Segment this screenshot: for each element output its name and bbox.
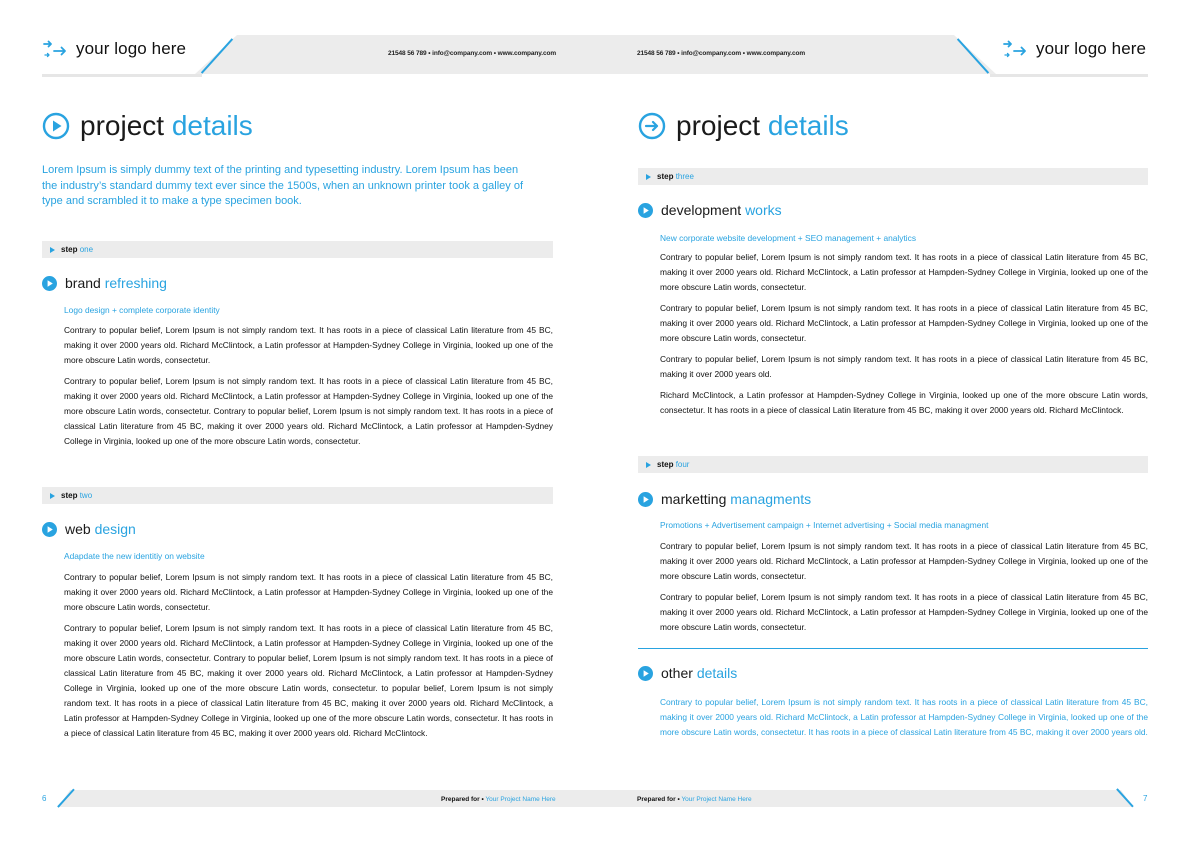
section-title-marketting-managments bbox=[638, 491, 811, 507]
step-number: two bbox=[79, 491, 93, 500]
section-subtitle: Promotions + Advertisement campaign + Internet advertising + Social media managment bbox=[660, 520, 989, 530]
logo-left bbox=[42, 38, 186, 60]
play-circle-filled-icon bbox=[638, 203, 653, 218]
section-subtitle: Adapdate the new identitiy on website bbox=[64, 551, 205, 561]
section-title-accent: design bbox=[94, 521, 136, 537]
paragraph: Contrary to popular belief, Lorem Ipsum is not simply random text. It has roots in a piece of classical Latin literature from 45 BC, making it over 2000 years old. Richard McClintock, a Latin professor at Hampden-Sydney College in Virginia, looked up one of the more obscure Latin words, consectetur. bbox=[660, 541, 1148, 581]
project-name: Your Project Name Here bbox=[681, 796, 752, 803]
section-subtitle: Logo design + complete corporate identity bbox=[64, 305, 220, 315]
paragraph: Contrary to popular belief, Lorem Ipsum is not simply random text. It has roots in a piece of classical Latin literature from 45 BC, making it over 2000 years old. Richard McClintock, a Latin professor at Hampden-Sydney College in Virginia, looked up one of the more obscure Latin words, consectetur. bbox=[64, 572, 553, 612]
paragraph: Richard McClintock, a Latin professor at Hampden-Sydney College in Virginia, looked up one of the more obscure Latin words, consectetur. It has roots in a piece of classical Latin literature from 45 BC, making it over 2000 years old. Richard McClintock. bbox=[660, 390, 1148, 415]
step-number: four bbox=[675, 460, 690, 469]
play-circle-icon bbox=[42, 112, 70, 140]
logo-text: your logo here bbox=[1036, 39, 1147, 58]
section-title-dark: web bbox=[65, 521, 91, 537]
paragraph: Contrary to popular belief, Lorem Ipsum is not simply random text. It has roots in a piece of classical Latin literature from 45 BC, making it over 2000 years old. Richard McClintock, a Latin professor at Hampden-Sydney College in Virginia, looked up one of the more obscure Latin words, consectetur. bbox=[660, 252, 1148, 292]
section-title-other-details bbox=[638, 665, 737, 681]
page-title bbox=[638, 110, 849, 142]
section-subtitle: New corporate website development + SEO management + analytics bbox=[660, 233, 917, 243]
page-number-left: 6 bbox=[42, 794, 47, 803]
play-circle-filled-icon bbox=[638, 666, 653, 681]
section-body bbox=[660, 695, 1148, 746]
paragraph: Contrary to popular belief, Lorem Ipsum is not simply random text. It has roots in a piece of classical Latin literature from 45 BC, making it over 2000 years old. bbox=[660, 354, 1148, 379]
logo-text: your logo here bbox=[76, 39, 187, 58]
step-word: step bbox=[61, 245, 78, 254]
project-name: Your Project Name Here bbox=[485, 796, 556, 803]
logo-right bbox=[1002, 38, 1146, 60]
arrow-right-circle-icon bbox=[638, 112, 666, 140]
intro-text: Lorem Ipsum is simply dummy text of the printing and typesetting industry. Lorem Ipsum has been the industry’s standard dummy text ever since the 1500s, when an unknown printer took a galley of type and scrambled it to make a type specimen book. bbox=[42, 164, 524, 207]
section-body bbox=[660, 250, 1148, 424]
section-title-accent: refreshing bbox=[104, 275, 167, 291]
page-title-dark: project bbox=[80, 110, 165, 141]
section-divider bbox=[638, 648, 1148, 649]
triangle-bullet-icon bbox=[646, 462, 651, 468]
section-title-accent: details bbox=[696, 665, 738, 681]
prepared-for-right bbox=[637, 796, 752, 803]
section-title-accent: works bbox=[745, 202, 782, 218]
prepared-label: Prepared for • bbox=[637, 796, 680, 803]
paragraph: Contrary to popular belief, Lorem Ipsum is not simply random text. It has roots in a piece of classical Latin literature from 45 BC, making it over 2000 years old. Richard McClintock, a Latin professor at Hampden-Sydney College in Virginia, looked up one of the more obscure Latin words, consectetur. Contrary to popular belief, Lorem Ipsum is not simply random text. It has roots in a piece of classical Latin literature from 45 BC, making it over 2000 years old. Richard McClintock, a Latin professor at Hampden-Sydney College in Virginia, looked up one of the more obscure Latin words, consectetur. bbox=[64, 376, 553, 446]
header-rule-right bbox=[990, 74, 1148, 77]
paragraph: Contrary to popular belief, Lorem Ipsum is not simply random text. It has roots in a piece of classical Latin literature from 45 BC, making it over 2000 years old. Richard McClintock, a Latin professor at Hampden-Sydney College in Virginia, looked up one of the more obscure Latin words, consectetur. bbox=[660, 592, 1148, 632]
section-title-dark: marketting bbox=[661, 491, 727, 507]
step-word: step bbox=[657, 460, 674, 469]
page-number-right: 7 bbox=[1143, 794, 1148, 803]
step-bar-two bbox=[42, 487, 553, 504]
play-circle-filled-icon bbox=[638, 492, 653, 507]
step-number: three bbox=[675, 172, 694, 181]
step-word: step bbox=[657, 172, 674, 181]
double-arrow-logo-icon bbox=[1002, 38, 1028, 60]
step-number: one bbox=[79, 245, 94, 254]
play-circle-filled-icon bbox=[42, 276, 57, 291]
step-bar-four bbox=[638, 456, 1148, 473]
prepared-label: Prepared for • bbox=[441, 796, 484, 803]
section-title-web-design bbox=[42, 521, 136, 537]
step-bar-three bbox=[638, 168, 1148, 185]
section-title-dark: development bbox=[661, 202, 742, 218]
triangle-bullet-icon bbox=[50, 493, 55, 499]
header-contact-left: 21548 56 789 • info@company.com • www.company.com bbox=[388, 50, 557, 57]
page-title-dark: project bbox=[676, 110, 761, 141]
section-title-development-works bbox=[638, 202, 782, 218]
page-title bbox=[42, 110, 253, 142]
triangle-bullet-icon bbox=[646, 174, 651, 180]
header-rule-left bbox=[42, 74, 202, 77]
page-title-accent: details bbox=[171, 110, 253, 141]
step-word: step bbox=[61, 491, 78, 500]
paragraph: Contrary to popular belief, Lorem Ipsum is not simply random text. It has roots in a piece of classical Latin literature from 45 BC, making it over 2000 years old. Richard McClintock, a Latin professor at Hampden-Sydney College in Virginia, looked up one of the more obscure Latin words, consectetur. Contrary to popular belief, Lorem Ipsum is not simply random text. It has roots in a piece of classical Latin literature from 45 BC, making it over 2000 years old. Richard McClintock, a Latin professor at Hampden-Sydney College in Virginia, looked up one of the more obscure Latin words, consectetur. to popular belief, Lorem Ipsum is not simply random text. It has roots in a piece of classical Latin literature from 45 BC, making it over 2000 years old. Richard McClintock, a Latin professor at Hampden-Sydney College in Virginia, looked up one of the more obscure Latin words, consectetur. It has roots in a piece of classical Latin literature from 45 BC, making it over 2000 years old. Richard McClintock. bbox=[64, 623, 553, 738]
paragraph: Contrary to popular belief, Lorem Ipsum is not simply random text. It has roots in a piece of classical Latin literature from 45 BC, making it over 2000 years old. Richard McClintock, a Latin professor at Hampden-Sydney College in Virginia, looked up one of the more obscure Latin words, consectetur. It has roots in a piece of classical Latin literature from 45 BC, making it over 2000 years old. bbox=[660, 697, 1148, 737]
section-title-accent: managments bbox=[730, 491, 812, 507]
step-bar-one bbox=[42, 241, 553, 258]
double-arrow-logo-icon bbox=[42, 38, 68, 60]
triangle-bullet-icon bbox=[50, 247, 55, 253]
section-body bbox=[64, 323, 553, 455]
section-body bbox=[660, 539, 1148, 641]
prepared-for-left bbox=[441, 796, 556, 803]
paragraph: Contrary to popular belief, Lorem Ipsum is not simply random text. It has roots in a piece of classical Latin literature from 45 BC, making it over 2000 years old. Richard McClintock, a Latin professor at Hampden-Sydney College in Virginia, looked up one of the more obscure Latin words, consectetur. bbox=[64, 325, 553, 365]
paragraph: Contrary to popular belief, Lorem Ipsum is not simply random text. It has roots in a piece of classical Latin literature from 45 BC, making it over 2000 years old. Richard McClintock, a Latin professor at Hampden-Sydney College in Virginia, looked up one of the more obscure Latin words, consectetur. bbox=[660, 303, 1148, 343]
section-title-dark: brand bbox=[65, 275, 101, 291]
section-body bbox=[64, 570, 553, 747]
play-circle-filled-icon bbox=[42, 522, 57, 537]
header-contact-right: 21548 56 789 • info@company.com • www.company.com bbox=[637, 50, 806, 57]
page-title-accent: details bbox=[767, 110, 849, 141]
section-title-dark: other bbox=[661, 665, 693, 681]
section-title-brand-refreshing bbox=[42, 275, 167, 291]
